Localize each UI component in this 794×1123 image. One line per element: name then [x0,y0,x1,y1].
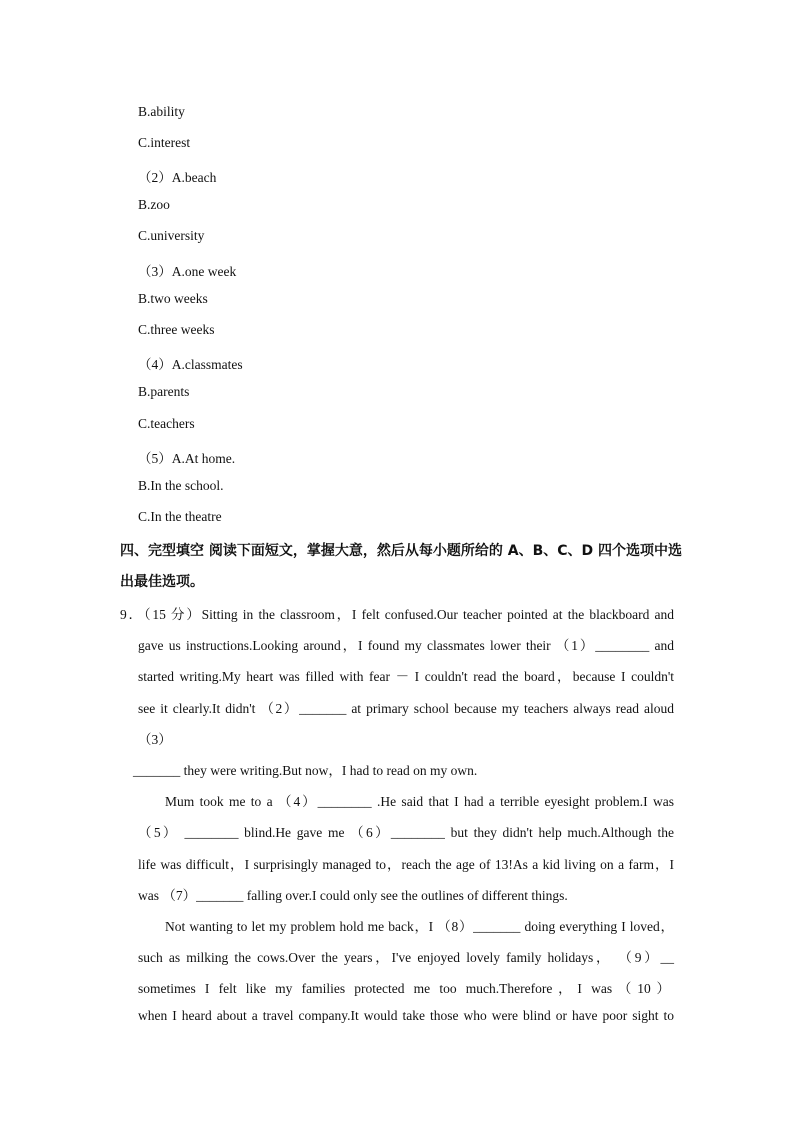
option-4c: C.teachers [138,416,195,431]
section-heading-line1: 四、完型填空 阅读下面短文，掌握大意，然后从每小题所给的 A、B、C、D 四个选项中选 [120,543,683,559]
option-3b: B.two weeks [138,291,208,306]
option-5a: （5）A.At home. [138,451,236,466]
option-5c: C.In the theatre [138,509,222,524]
passage-line: started writing.My heart was filled with fear － I couldn't read the board，because I couldn't [138,669,674,684]
passage-line: such as milking the cows.Over the years，I've enjoyed lovely family holidays， （9）__ [138,950,674,965]
option-2b: B.zoo [138,197,170,212]
section-heading-line2: 出最佳选项。 [120,574,204,590]
passage-line: when I heard about a travel company.It would take those who were blind or have poor sight to [138,1008,674,1023]
passage-line: life was difficult，I surprisingly managed to，reach the age of 13!As a kid living on a farm，I [138,857,674,872]
passage-line: _______ they were writing.But now，I had to read on my own. [133,763,478,778]
passage-line: sometimes I felt like my families protected me too much.Therefore，I was（10） [138,981,670,996]
option-4b: B.parents [138,384,190,399]
passage-line: 9．（15 分）Sitting in the classroom，I felt confused.Our teacher pointed at the blackboard and [120,607,674,622]
passage-line: gave us instructions.Looking around，I found my classmates lower their （1）________ and [138,638,674,653]
passage-line: see it clearly.It didn't （2）_______ at primary school because my teachers always read aloud [138,701,674,716]
passage-line: Not wanting to let my problem hold me back，I （8）_______ doing everything I loved， [165,919,674,934]
option-4a: （4）A.classmates [138,357,243,372]
option-5b: B.In the school. [138,478,224,493]
passage-line: was （7）_______ falling over.I could only see the outlines of different things. [138,888,568,903]
passage-line: （5） ________ blind.He gave me （6）________ but they didn't help much.Although the [138,825,674,840]
option-1b: B.ability [138,104,185,119]
passage-line: Mum took me to a （4）________ .He said that I had a terrible eyesight problem.I was [165,794,674,809]
option-2c: C.university [138,228,205,243]
option-3c: C.three weeks [138,322,215,337]
passage-line: （3） [138,732,172,747]
option-2a: （2）A.beach [138,170,217,185]
option-1c: C.interest [138,135,191,150]
option-3a: （3）A.one week [138,264,237,279]
